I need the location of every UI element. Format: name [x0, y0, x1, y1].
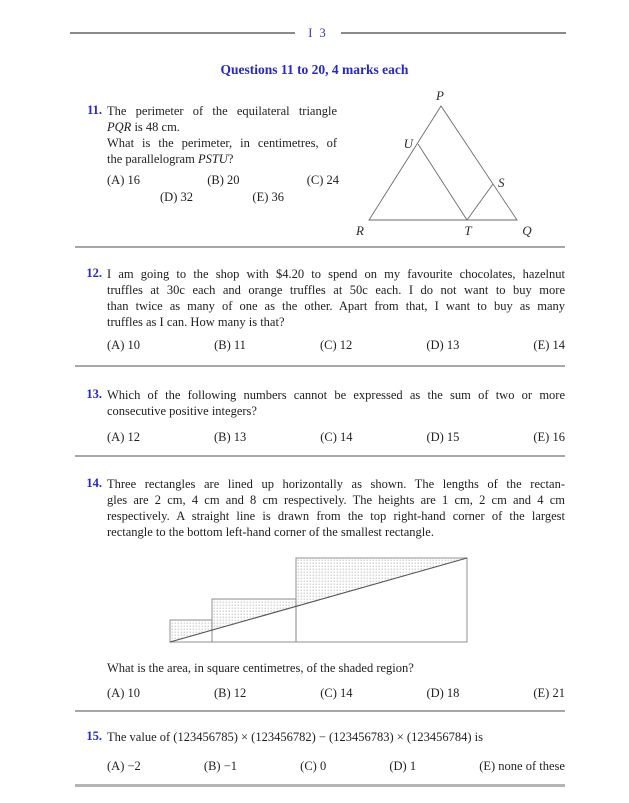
shaded-region-small	[170, 620, 212, 642]
q13-option-a: (A) 12	[107, 430, 140, 444]
vertex-label-q: Q	[522, 223, 532, 238]
question-11-number: 11.	[87, 103, 102, 117]
q12-option-b: (B) 11	[214, 338, 246, 352]
question-11-text	[107, 103, 337, 167]
question-15-number: 15.	[86, 729, 102, 743]
q14-option-d: (D) 18	[426, 686, 460, 700]
question-13-number: 13.	[86, 387, 102, 401]
q14-line-3: respectively. A straight line is drawn from the top right-hand corner of the largest	[107, 509, 565, 524]
q15-option-a: (A) −2	[107, 759, 141, 773]
page-header	[70, 26, 566, 40]
q15-option-e: (E) none of these	[479, 759, 565, 773]
q11-line-4	[107, 151, 337, 167]
section-heading: Questions 11 to 20, 4 marks each	[220, 62, 409, 77]
q11-line-2-rest: is 48 cm.	[131, 120, 180, 135]
vertex-label-t: T	[464, 223, 472, 238]
q12-option-a: (A) 10	[107, 338, 140, 352]
q13-option-b: (B) 13	[213, 430, 247, 444]
vertex-label-p: P	[436, 88, 444, 103]
vertex-label-s: S	[498, 175, 505, 190]
q12-line-2: truffles at 30c each and orange truffles at 50c each. I do not want to buy more	[107, 283, 565, 298]
q13-option-e: (E) 16	[533, 430, 565, 444]
q13-options-row	[107, 429, 565, 445]
q11-options-row-1	[107, 172, 339, 188]
vertex-label-u: U	[403, 136, 413, 151]
question-14-number: 14.	[86, 476, 102, 490]
page-number-label: I 3	[308, 25, 328, 40]
separator-4	[75, 710, 565, 712]
q14-option-e: (E) 21	[533, 686, 565, 700]
header-rule-right	[341, 32, 566, 34]
q15-option-c: (C) 0	[300, 759, 327, 773]
q11-option-e: (E) 36	[252, 190, 284, 204]
math-pstu: PSTU	[197, 152, 228, 167]
q11-option-a: (A) 16	[107, 173, 140, 187]
vertex-label-r: R	[356, 223, 364, 238]
math-pqr: PQR	[107, 120, 132, 135]
q13-line-1: Which of the following numbers cannot be expressed as the sum of two or more	[107, 388, 565, 402]
shaded-region-medium	[212, 599, 296, 630]
q12-line-4: truffles as I can. How many is that?	[107, 315, 285, 330]
header-rule-left	[70, 32, 295, 34]
q15-option-b: (B) −1	[203, 759, 238, 773]
q11-line-4-pre: the parallelogram	[107, 152, 198, 167]
segment-ut	[418, 144, 467, 220]
triangle-prq	[369, 106, 517, 220]
q15-option-d: (D) 1	[389, 759, 417, 773]
q14-line-1: Three rectangles are lined up horizontally as shown. The lengths of the rectan-	[107, 477, 565, 491]
q11-line-4-post: ?	[227, 152, 234, 167]
separator-2	[75, 365, 565, 367]
question-13-text	[107, 387, 565, 419]
q12-option-c: (C) 12	[319, 338, 353, 352]
q14-option-a: (A) 10	[107, 686, 140, 700]
question-14-text	[107, 476, 565, 540]
separator-3	[75, 455, 565, 457]
q15-options-row	[107, 758, 565, 774]
q11-option-b: (B) 20	[207, 173, 240, 187]
q14-line-2: gles are 2 cm, 4 cm and 8 cm respectively. The heights are 1 cm, 2 cm and 4 cm	[107, 493, 565, 508]
question-12-number: 12.	[86, 266, 102, 280]
q11-options-row-2	[160, 189, 284, 205]
q13-option-c: (C) 14	[320, 430, 353, 444]
rectangles-figure	[168, 556, 470, 644]
q11-line-3: What is the perimeter, in centimetres, of	[107, 136, 337, 151]
q14-line-4: rectangle to the bottom left-hand corner of the smallest rectangle.	[107, 525, 434, 540]
q11-line-1: The perimeter of the equilateral triangle	[107, 104, 337, 118]
q14-option-b: (B) 12	[213, 686, 247, 700]
q14-options-row	[107, 685, 565, 701]
q12-options-row	[107, 337, 565, 353]
q11-line-2	[107, 119, 337, 135]
separator-1	[75, 246, 565, 248]
q12-option-e: (E) 14	[533, 338, 565, 352]
triangle-figure	[352, 86, 537, 238]
q14-question-line: What is the area, in square centimetres, of the shaded region?	[107, 661, 414, 675]
q11-option-c: (C) 24	[306, 173, 339, 187]
q12-line-1: I am going to the shop with $4.20 to spend on my favourite chocolates, hazelnut	[107, 267, 565, 281]
question-12-text	[107, 266, 565, 330]
q12-line-3: than twice as many of one as the other. Apart from that, I want to buy as many	[107, 299, 565, 314]
q11-option-d: (D) 32	[160, 190, 193, 204]
q13-option-d: (D) 15	[426, 430, 460, 444]
q12-option-d: (D) 13	[426, 338, 460, 352]
q14-option-c: (C) 14	[320, 686, 353, 700]
q13-line-2: consecutive positive integers?	[107, 404, 257, 419]
question-15-text: The value of (123456785) × (123456782) − (123456783) × (123456784) is	[107, 730, 483, 744]
bottom-rule	[75, 784, 565, 787]
segment-ts	[467, 184, 493, 220]
